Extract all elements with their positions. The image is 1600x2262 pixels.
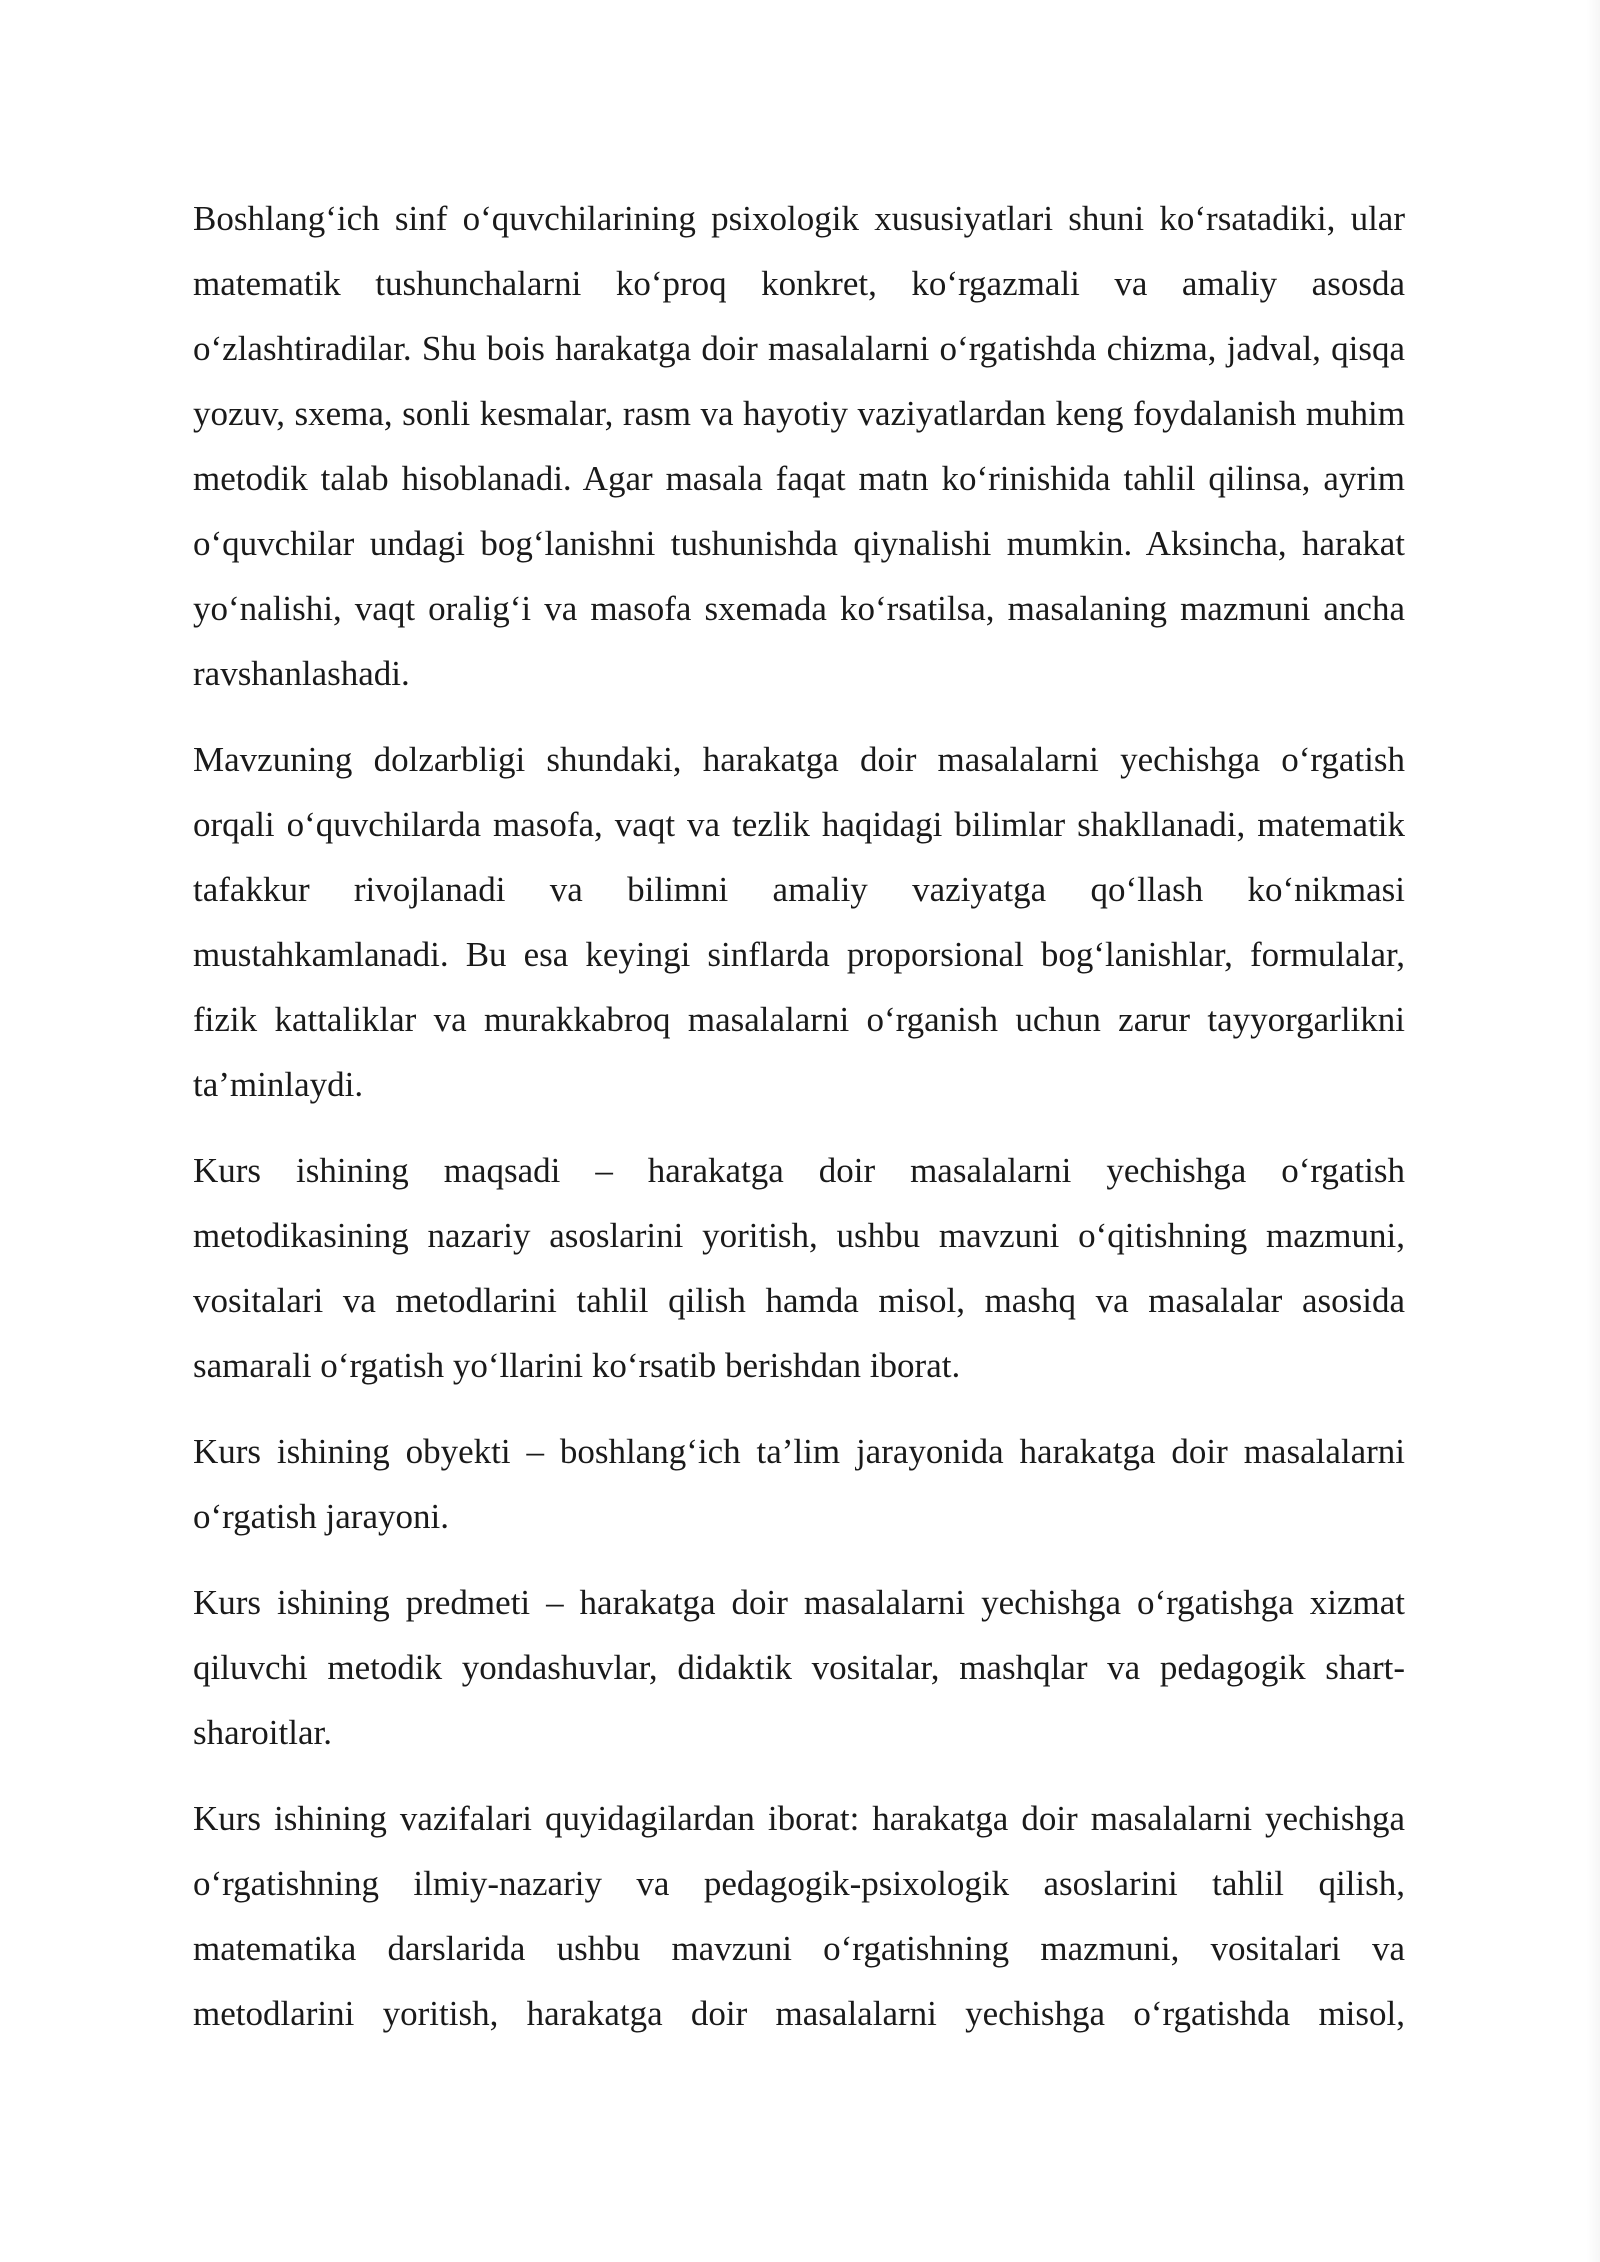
paragraph-goal: Kurs ishining maqsadi – harakatga doir masalalarni yechishga o‘rgatish metodikasining nazariy asoslarini yoritish, ushbu mavzuni o‘qitishning mazmuni, vositalari va metodlarini tahlil qilish hamda misol, mashq va masalalar asosida samarali o‘rgatish yo‘llarini ko‘rsatib berishdan iborat. (193, 1151, 1405, 1385)
paragraph-subject: Kurs ishining predmeti – harakatga doir masalalarni yechishga o‘rgatishga xizmat qiluvchi metodik yondashuvlar, didaktik vositalar, mashqlar va pedagogik shart-sharoitlar. (193, 1583, 1405, 1752)
paragraph-object: Kurs ishining obyekti – boshlang‘ich ta’lim jarayonida harakatga doir masalalarni o‘rgatish jarayoni. (193, 1432, 1405, 1536)
document-body (193, 186, 1405, 2067)
paragraph-relevance: Mavzuning dolzarbligi shundaki, harakatga doir masalalarni yechishga o‘rgatish orqali o‘quvchilarda masofa, vaqt va tezlik haqidagi bilimlar shakllanadi, matematik tafakkur rivojlanadi va bilimni amaliy vaziyatga qo‘llash ko‘nikmasi mustahkamlanadi. Bu esa keyingi sinflarda proporsional bog‘lanishlar, formulalar, fizik kattaliklar va murakkabroq masalalarni o‘rganish uchun zarur tayyorgarlikni ta’minlaydi. (193, 740, 1405, 1104)
paragraph-tasks: Kurs ishining vazifalari quyidagilardan iborat: harakatga doir masalalarni yechishga o‘rgatishning ilmiy-nazariy va pedagogik-psixologik asoslarini tahlil qilish, matematika darslarida ushbu mavzuni o‘rgatishning mazmuni, vositalari va metodlarini yoritish, harakatga doir masalalarni yechishga o‘rgatishda misol, (193, 1799, 1405, 2033)
page-edge-shadow (1586, 0, 1600, 2262)
paragraph-psychology: Boshlang‘ich sinf o‘quvchilarining psixologik xususiyatlari shuni ko‘rsatadiki, ular matematik tushunchalarni ko‘proq konkret, ko‘rgazmali va amaliy asosda o‘zlashtiradilar. Shu bois harakatga doir masalalarni o‘rgatishda chizma, jadval, qisqa yozuv, sxema, sonli kesmalar, rasm va hayotiy vaziyatlardan keng foydalanish muhim metodik talab hisoblanadi. Agar masala faqat matn ko‘rinishida tahlil qilinsa, ayrim o‘quvchilar undagi bog‘lanishni tushunishda qiynalishi mumkin. Aksincha, harakat yo‘nalishi, vaqt oralig‘i va masofa sxemada ko‘rsatilsa, masalaning mazmuni ancha ravshanlashadi. (193, 199, 1405, 693)
